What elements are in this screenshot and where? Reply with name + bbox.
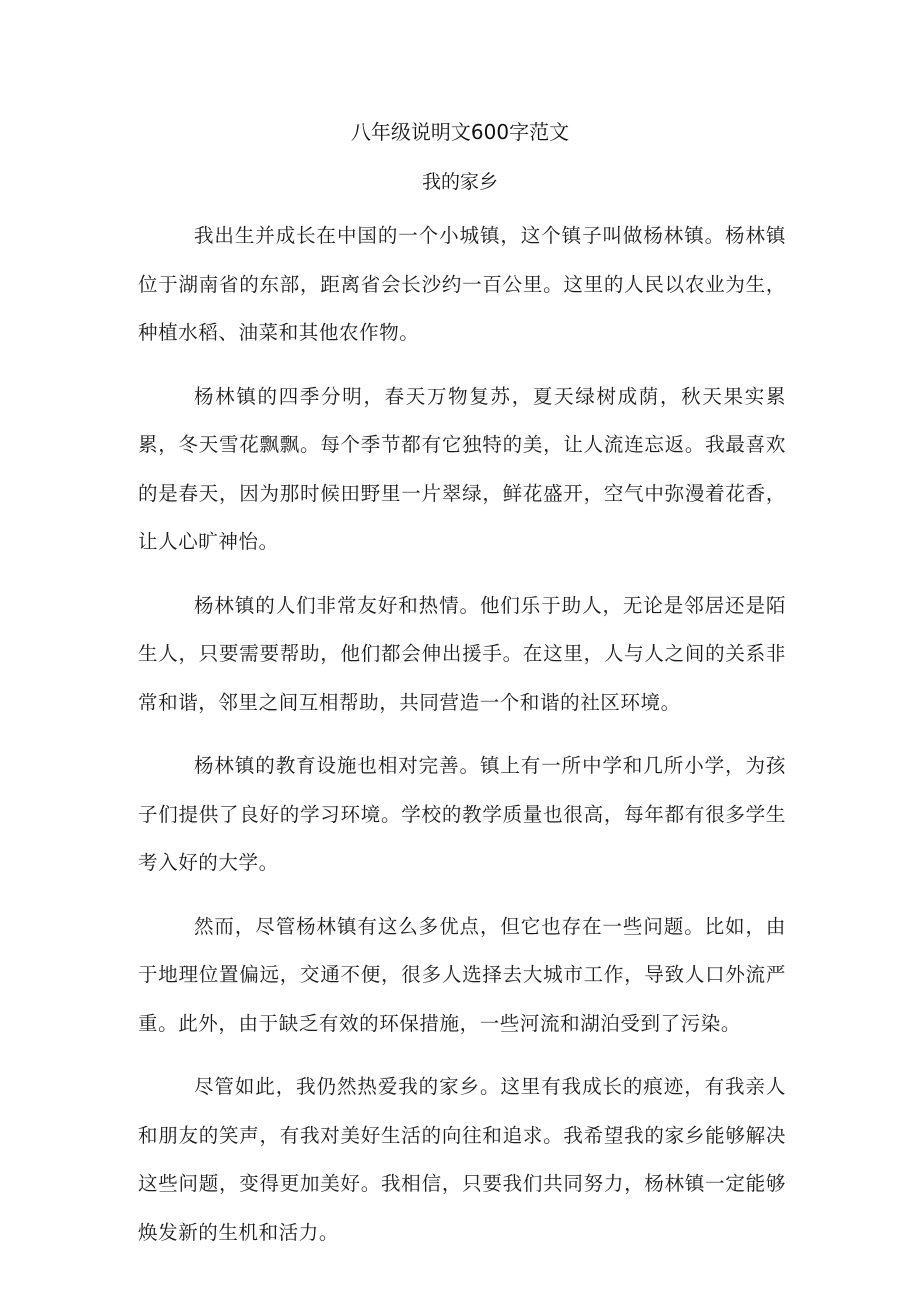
essay-body bbox=[138, 212, 786, 1272]
paragraph-2: 杨林镇的四季分明，春天万物复苏，夏天绿树成荫，秋天果实累累，冬天雪花飘飘。每个季节都有它独特的美，让人流连忘返。我最喜欢的是春天，因为那时候田野里一片翠绿，鲜花盛开，空气中弥漫着花香，让人心旷神怡。 bbox=[138, 384, 786, 553]
paragraph-5: 然而，尽管杨林镇有这么多优点，但它也存在一些问题。比如，由于地理位置偏远，交通不便，很多人选择去大城市工作，导致人口外流严重。此外，由于缺乏有效的环保措施，一些河流和湖泊受到了污染。 bbox=[138, 914, 786, 1035]
paragraph-3: 杨林镇的人们非常友好和热情。他们乐于助人，无论是邻居还是陌生人，只要需要帮助，他们都会伸出援手。在这里，人与人之间的关系非常和谐，邻里之间互相帮助，共同营造一个和谐的社区环境。 bbox=[138, 593, 786, 714]
paragraph-6: 尽管如此，我仍然热爱我的家乡。这里有我成长的痕迹，有我亲人和朋友的笑声，有我对美好生活的向往和追求。我希望我的家乡能够解决这些问题，变得更加美好。我相信，只要我们共同努力，杨林镇一定能够焕发新的生机和活力。 bbox=[138, 1075, 786, 1244]
paragraph-1: 我出生并成长在中国的一个小城镇，这个镇子叫做杨林镇。杨林镇位于湖南省的东部，距离省会长沙约一百公里。这里的人民以农业为生，种植水稻、油菜和其他农作物。 bbox=[138, 224, 786, 344]
document-title: 八年级说明文600字范文 bbox=[350, 120, 570, 144]
essay-title: 我的家乡 bbox=[421, 171, 498, 193]
paragraph-4: 杨林镇的教育设施也相对完善。镇上有一所中学和几所小学，为孩子们提供了良好的学习环境。学校的教学质量也很高，每年都有很多学生考入好的大学。 bbox=[138, 754, 786, 874]
